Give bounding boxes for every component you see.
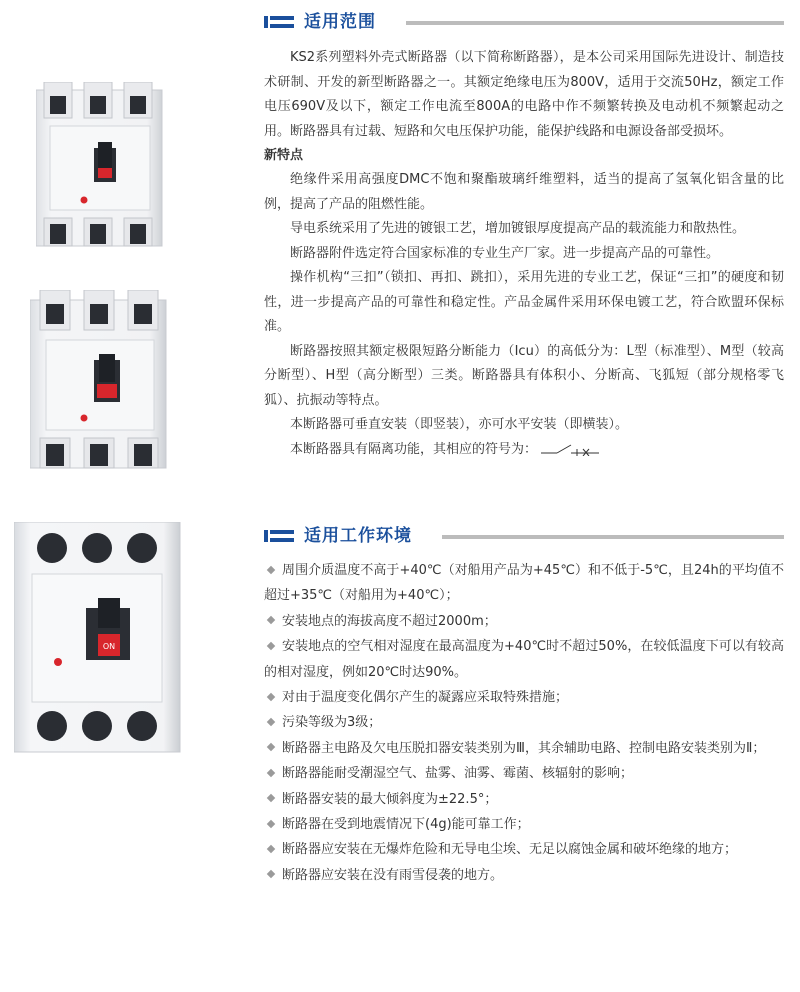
text-column: [264, 0, 784, 888]
isolation-paragraph: [264, 438, 784, 463]
section-title-environment: 适用工作环境: [304, 526, 412, 546]
diamond-bullet-icon: [267, 819, 275, 827]
diamond-bullet-icon: [267, 692, 275, 700]
features-heading: 新特点: [264, 148, 304, 163]
diamond-bullet-icon: [267, 870, 275, 878]
diamond-bullet-icon: [267, 743, 275, 751]
breaker-image-3: [14, 522, 184, 754]
diamond-bullet-icon: [267, 769, 275, 777]
list-item: 污染等级为3级；: [264, 710, 784, 735]
diamond-bullet-icon: [267, 794, 275, 802]
diamond-bullet-icon: [267, 565, 275, 573]
feature-paragraph: 本断路器可垂直安装（即竖装），亦可水平安装（即横装）。: [290, 417, 629, 432]
isolation-symbol-icon: [541, 442, 601, 456]
list-item: 安装地点的空气相对湿度在最高温度为+40℃时不超过50%，在较低温度下可以有较高的相对湿度，例如20℃时达90%。: [264, 639, 784, 680]
environment-list: [264, 558, 784, 888]
list-item: 对由于温度变化偶尔产生的凝露应采取特殊措施；: [264, 685, 784, 710]
diamond-bullet-icon: [267, 641, 275, 649]
section-header-environment: [264, 518, 784, 552]
handle-on-label: ON: [102, 642, 116, 651]
feature-paragraph: 操作机构“三扣”（锁扣、再扣、跳扣），采用先进的专业工艺，保证“三扣”的硬度和韧性，进一步提高产品的可靠性和稳定性。产品金属件采用环保电镀工艺，符合欧盟环保标准。: [264, 270, 784, 334]
list-item: 周围介质温度不高于+40℃（对船用产品为+45℃）和不低于-5℃，且24h的平均值不超过+35℃（对船用为+40℃）；: [264, 563, 784, 604]
breaker-image-2: [30, 290, 170, 470]
list-item: 断路器能耐受潮湿空气、盐雾、油雾、霉菌、核辐射的影响；: [264, 761, 784, 786]
list-item: 断路器应安装在无爆炸危险和无导电尘埃、无足以腐蚀金属和破坏绝缘的地方；: [264, 837, 784, 862]
section-title-scope: 适用范围: [304, 12, 376, 32]
product-image-column: [0, 0, 260, 992]
section-divider: [442, 535, 784, 539]
feature-paragraph: 断路器附件选定符合国家标准的专业生产厂家。进一步提高产品的可靠性。: [290, 245, 720, 261]
breaker-image-1: [36, 82, 166, 250]
section-header-scope: [264, 4, 784, 38]
list-item: 断路器主电路及欠电压脱扣器安装类别为Ⅲ，其余辅助电路、控制电路安装类别为Ⅱ；: [264, 736, 784, 761]
section-bar-icon: [264, 16, 294, 28]
diamond-bullet-icon: [267, 718, 275, 726]
diamond-bullet-icon: [267, 616, 275, 624]
diamond-bullet-icon: [267, 845, 275, 853]
list-item: 断路器应安装在没有雨雪侵袭的地方。: [264, 863, 784, 888]
feature-paragraph: 断路器按照其额定极限短路分断能力（Icu）的高低分为：L型（标准型）、M型（较高分断型）、H型（高分断型）三类。断路器具有体积小、分断高、飞狐短（部分规格零飞狐）、抗振动等特点。: [264, 343, 784, 408]
section-divider: [406, 21, 784, 25]
isolation-text: 本断路器具有隔离功能，其相应的符号为：: [290, 441, 538, 457]
section-bar-icon: [264, 530, 294, 542]
feature-paragraph: 导电系统采用了先进的镀银工艺，增加镀银厚度提高产品的载流能力和散热性。: [290, 221, 746, 236]
list-item: 安装地点的海拔高度不超过2000m；: [264, 609, 784, 634]
list-item: 断路器在受到地震情况下(4g)能可靠工作；: [264, 812, 784, 837]
feature-paragraph: 绝缘件采用高强度DMC不饱和聚酯玻璃纤维塑料，适当的提高了氢氧化铝含量的比例，提高了产品的阻燃性能。: [264, 172, 784, 212]
intro-paragraph: KS2系列塑料外壳式断路器（以下简称断路器），是本公司采用国际先进设计、制造技术研制、开发的新型断路器之一。其额定绝缘电压为800V，适用于交流50Hz，额定工作电压690V及以下，额定工作电流至800A的电路中作不频繁转换及电动机不频繁起动之用。断路器具有过载、短路和欠电压保护功能，能保护线路和电源设备部受损坏。: [264, 50, 784, 139]
list-item: 断路器安装的最大倾斜度为±22.5°；: [264, 787, 784, 812]
